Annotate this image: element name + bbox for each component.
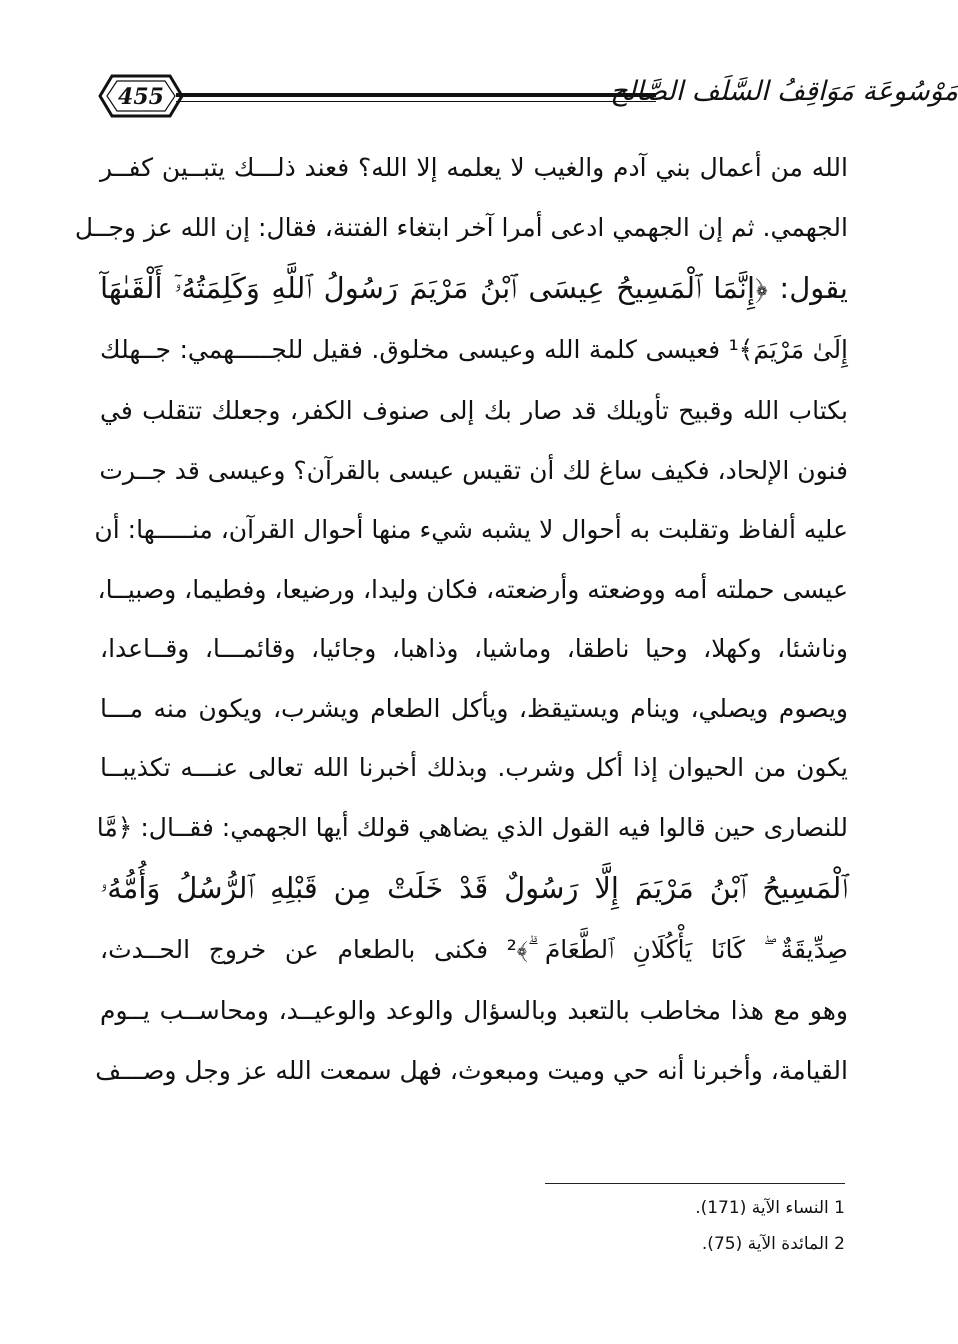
text-line: وهو مع هذا مخاطب بالتعبد وبالسؤال والوعد والوعيــد، ومحاســب يــوم — [100, 996, 848, 1025]
header-rule — [176, 93, 656, 97]
footnotes — [545, 1190, 845, 1262]
footnote-rule — [545, 1183, 845, 1184]
text-line-quran: ٱلْمَسِيحُ ٱبْنُ مَرْيَمَ إِلَّا رَسُولٌ قَدْ خَلَتْ مِن قَبْلِهِ ٱلرُّسُلُ وَأُمُّهُۥ — [100, 871, 848, 905]
text-line: إِلَىٰ مَرْيَمَ﴾¹ فعيسى كلمة الله وعيسى مخلوق. فقيل للجـــــهمي: جــهلك — [100, 335, 849, 364]
page-number: 455 — [118, 84, 164, 110]
text-line: عيسى حملته أمه ووضعته وأرضعته، فكان وليدا، ورضيعا، وفطيما، وصبيــا، — [97, 574, 848, 604]
text-line: الجهمي. ثم إن الجهمي ادعى أمرا آخر ابتغاء الفتنة، فقال: إن الله عز وجــل — [74, 212, 848, 242]
text-line: للنصارى حين قالوا فيه القول الذي يضاهي قولك أيها الجهمي: فقــال: ﴿مَّا — [96, 812, 848, 842]
text-line: ويصوم ويصلي، وينام ويستيقظ، ويأكل الطعام ويشرب، ويكون منه مـــا — [100, 693, 848, 723]
text-line: فنون الإلحاد، فكيف ساغ لك أن تقيس عيسى بالقرآن؟ وعيسى قد جــرت — [99, 455, 848, 485]
footnote: 2 المائدة الآية (75). — [701, 1234, 845, 1254]
header-rule-thin — [176, 101, 656, 102]
text-line-quran: يقول: ﴿إِنَّمَا ٱلْمَسِيحُ عِيسَى ٱبْنُ مَرْيَمَ رَسُولُ ٱللَّهِ وَكَلِمَتُهُۥٓ أَلْقَىٰهَآ — [100, 271, 848, 305]
body-text — [74, 138, 849, 1100]
text-line: بكتاب الله وقبيح تأويلك قد صار بك إلى صنوف الكفر، وجعلك تتقلب في — [100, 396, 848, 425]
text-line: القيامة، وأخبرنا أنه حي وميت ومبعوث، فهل سمعت الله عز وجل وصـــف — [95, 1055, 848, 1085]
text-line: صِدِّيقَةٌ ۖ كَانَا يَأْكُلَانِ ٱلطَّعَامَ ۗ﴾² فكنى بالطعام عن خروج الحــدث، — [100, 935, 848, 964]
text-line: يكون من الحيوان إذا أكل وشرب. وبذلك أخبرنا الله تعالى عنـــه تكذيبــا — [100, 753, 848, 782]
book-title: مَوْسُوعَة مَوَاقِفُ السَّلَف الصَّالح — [610, 76, 958, 107]
page-header — [98, 68, 958, 130]
text-line: وناشئا، وكهلا، وحيا ناطقا، وماشيا، وذاهبا، وجائيا، وقائمـــا، وقــاعدا، — [100, 634, 848, 663]
text-line: عليه ألفاظ وتقلبت به أحوال لا يشبه شيء منها أحوال القرآن، منـــــها: أن — [94, 515, 848, 544]
footnote: 1 النساء الآية (171). — [695, 1198, 845, 1218]
page-number-badge — [98, 72, 184, 120]
text-line: الله من أعمال بني آدم والغيب لا يعلمه إلا الله؟ فعند ذلـــك يتبــين كفــر — [100, 153, 848, 182]
